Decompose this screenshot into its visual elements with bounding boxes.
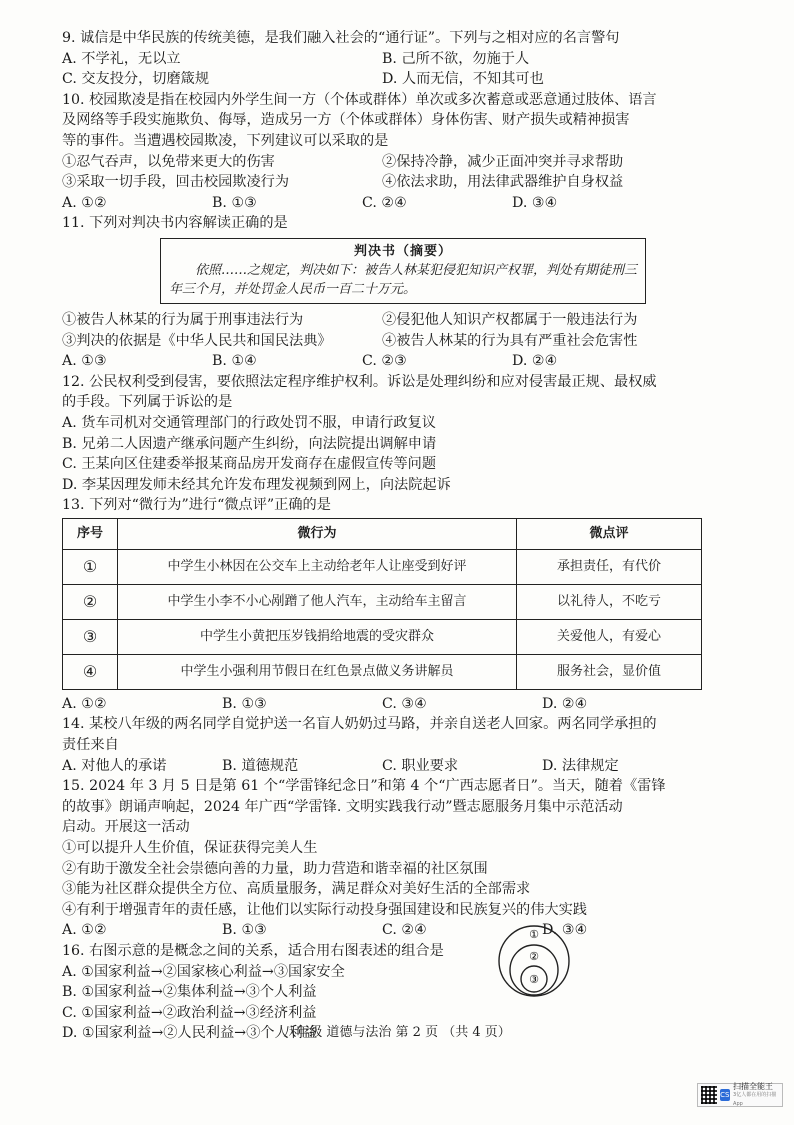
item-2: ②保持冷静，减少正面冲突并寻求帮助 <box>382 153 624 170</box>
question-13 <box>62 495 702 714</box>
option-d: D. ③④ <box>542 922 588 939</box>
option-d: D. ③④ <box>512 194 558 211</box>
question-stem: 11. 下列对判决书内容解读正确的是 <box>62 215 288 232</box>
option-d: D. ①国家利益→②人民利益→③个人利益 <box>62 1025 318 1042</box>
row-behavior: 中学生小强利用节假日在红色景点做义务讲解员 <box>118 654 517 689</box>
header-comment: 微点评 <box>517 518 702 549</box>
option-c: C. ①国家利益→②政治利益→③经济利益 <box>62 1004 317 1021</box>
options-row <box>62 694 702 715</box>
table-header-row <box>63 518 702 549</box>
option-b: B. ①国家利益→②集体利益→③个人利益 <box>62 984 317 1001</box>
row-comment: 以礼待人，不吃亏 <box>517 584 702 619</box>
question-stem: 9. 诚信是中华民族的传统美德，是我们融入社会的“通行证”。下列与之相对应的名言警句 <box>62 30 620 46</box>
options-row <box>62 920 702 941</box>
question-stem-line: 责任来自 <box>62 737 119 754</box>
table-row <box>63 584 702 619</box>
row-comment: 承担责任，有代价 <box>517 549 702 584</box>
option-b: B. ①③ <box>222 695 267 712</box>
option-d: D. 人而无信，不知其可也 <box>382 71 544 88</box>
item-1: ①忍气吞声，以免带来更大的伤害 <box>62 153 275 170</box>
options-row <box>62 193 702 214</box>
question-11 <box>62 213 702 371</box>
header-no: 序号 <box>63 518 118 549</box>
question-stem-line: 12. 公民权利受到侵害，要依照法定程序维护权利。诉讼是处理纠纷和应对侵害最正规、最权威 <box>62 373 657 390</box>
watermark-sub: 3亿人都在用的扫描App <box>733 1091 777 1107</box>
question-stem: 13. 下列对“微行为”进行“微点评”正确的是 <box>62 497 331 514</box>
items-row <box>62 152 702 173</box>
row-behavior: 中学生小黄把压岁钱捐给地震的受灾群众 <box>118 619 517 654</box>
option-b: B. 道德规范 <box>222 757 299 774</box>
nested-circles-diagram <box>497 924 571 998</box>
item-1: ①可以提升人生价值，保证获得完美人生 <box>62 840 318 857</box>
items-row <box>62 172 702 193</box>
items-row <box>62 310 702 331</box>
row-behavior: 中学生小李不小心剐蹭了他人汽车，主动给车主留言 <box>118 584 517 619</box>
question-stem-line: 的手段。下列属于诉讼的是 <box>62 394 233 411</box>
question-10 <box>62 90 702 214</box>
item-2: ②有助于激发全社会崇德向善的力量，助力营造和谐幸福的社区氛围 <box>62 860 488 877</box>
judgment-box <box>160 238 646 304</box>
label-2: ② <box>529 950 539 963</box>
option-b: B. ①③ <box>222 922 267 939</box>
question-stem-line: 10. 校园欺凌是指在校园内外学生间一方（个体或群体）单次或多次蓄意或恶意通过肢体、语言 <box>62 91 657 108</box>
question-15 <box>62 776 702 941</box>
watermark-title: 扫描全能王 <box>733 1081 774 1091</box>
option-c: C. ③④ <box>382 695 427 712</box>
options-row <box>62 756 702 777</box>
row-no: ② <box>63 584 118 619</box>
item-4: ④有利于增强青年的责任感，让他们以实际行动投身强国建设和民族复兴的伟大实践 <box>62 901 587 918</box>
question-stem-line: 14. 某校八年级的两名同学自觉护送一名盲人奶奶过马路，并亲自送老人回家。两名同学承担的 <box>62 716 657 733</box>
item-4: ④依法求助，用法律武器维护自身权益 <box>382 174 624 191</box>
page-footer: 八年级 道德与法治 第 2 页 （共 4 页） <box>283 1025 511 1040</box>
cs-logo-icon: CS <box>720 1091 730 1099</box>
question-9 <box>62 28 702 90</box>
option-c: C. 交友投分，切磨箴规 <box>62 71 210 88</box>
row-comment: 服务社会，显价值 <box>517 654 702 689</box>
watermark-text <box>733 1082 779 1109</box>
option-a: A. ①② <box>62 194 107 211</box>
item-3: ③判决的依据是《中华人民共和国民法典》 <box>62 332 332 349</box>
qr-code-icon <box>701 1086 717 1104</box>
exam-page <box>62 28 702 1044</box>
items-row <box>62 331 702 352</box>
table-row <box>63 549 702 584</box>
option-d: D. ②④ <box>542 695 588 712</box>
row-no: ① <box>63 549 118 584</box>
micro-behavior-table <box>62 518 702 690</box>
option-a: A. ①③ <box>62 353 107 370</box>
option-b: B. ①③ <box>212 194 257 211</box>
options-row <box>62 351 702 372</box>
question-stem-line: 等的事件。当遭遇校园欺凌，下列建议可以采取的是 <box>62 132 389 149</box>
item-3: ③能为社区群众提供全方位、高质量服务，满足群众对美好生活的全部需求 <box>62 881 531 898</box>
option-c: C. 王某向区住建委举报某商品房开发商存在虚假宣传等问题 <box>62 456 437 473</box>
option-c: C. 职业要求 <box>382 757 459 774</box>
option-b: B. 兄弟二人因遗产继承问题产生纠纷，向法院提出调解申请 <box>62 435 437 452</box>
item-4: ④被告人林某的行为具有严重社会危害性 <box>382 332 638 349</box>
option-a: A. ①② <box>62 695 107 712</box>
table-row <box>63 619 702 654</box>
label-3: ③ <box>529 973 539 986</box>
judgment-title: 判决书（摘要） <box>353 243 452 259</box>
judgment-body: 依照……之规定，判决如下：被告人林某犯侵犯知识产权罪，判处有期徒刑三年三个月，并处罚金人民币一百二十万元。 <box>169 262 638 297</box>
scanner-watermark <box>697 1083 783 1107</box>
option-a: A. 对他人的承诺 <box>62 757 167 774</box>
option-a: A. ①② <box>62 922 107 939</box>
row-behavior: 中学生小林因在公交车上主动给老年人让座受到好评 <box>118 549 517 584</box>
option-a: A. 货车司机对交通管理部门的行政处罚不服，申请行政复议 <box>62 414 436 431</box>
options-row <box>62 49 702 70</box>
option-c: C. ②④ <box>362 194 407 211</box>
option-c: C. ②④ <box>382 922 427 939</box>
question-stem-line: 启动。开展这一活动 <box>62 819 190 836</box>
header-behavior: 微行为 <box>118 518 517 549</box>
item-2: ②侵犯他人知识产权都属于一般违法行为 <box>382 311 638 328</box>
question-12 <box>62 372 702 496</box>
option-d: D. 李某因理发师未经其允许发布理发视频到网上，向法院起诉 <box>62 476 451 493</box>
question-stem: 16. 右图示意的是概念之间的关系，适合用右图表述的组合是 <box>62 943 444 959</box>
option-a: A. ①国家利益→②国家核心利益→③国家安全 <box>62 963 345 980</box>
question-14 <box>62 714 702 776</box>
table-row <box>63 654 702 689</box>
item-3: ③采取一切手段，回击校园欺凌行为 <box>62 174 290 191</box>
option-d: D. ②④ <box>512 353 558 370</box>
question-stem-line: 的故事》朗诵声响起，2024 年广西“学雷锋. 文明实践我行动”暨志愿服务月集中示范活动 <box>62 798 623 815</box>
option-b: B. 己所不欲，勿施于人 <box>382 50 530 67</box>
row-no: ④ <box>63 654 118 689</box>
row-comment: 关爱他人，有爱心 <box>517 619 702 654</box>
label-1: ① <box>529 928 539 941</box>
option-c: C. ②③ <box>362 353 407 370</box>
option-b: B. ①④ <box>212 353 257 370</box>
options-row <box>62 69 702 90</box>
option-a: A. 不学礼，无以立 <box>62 50 181 67</box>
row-no: ③ <box>63 619 118 654</box>
item-1: ①被告人林某的行为属于刑事违法行为 <box>62 311 304 328</box>
option-d: D. 法律规定 <box>542 757 619 774</box>
question-stem-line: 及网络等手段实施欺负、侮辱，造成另一方（个体或群体）身体伤害、财产损失或精神损害 <box>62 112 630 129</box>
question-stem-line: 15. 2024 年 3 月 5 日是第 61 个“学雷锋纪念日”和第 4 个“广西志愿者日”。当天，随着《雷锋 <box>62 778 666 795</box>
